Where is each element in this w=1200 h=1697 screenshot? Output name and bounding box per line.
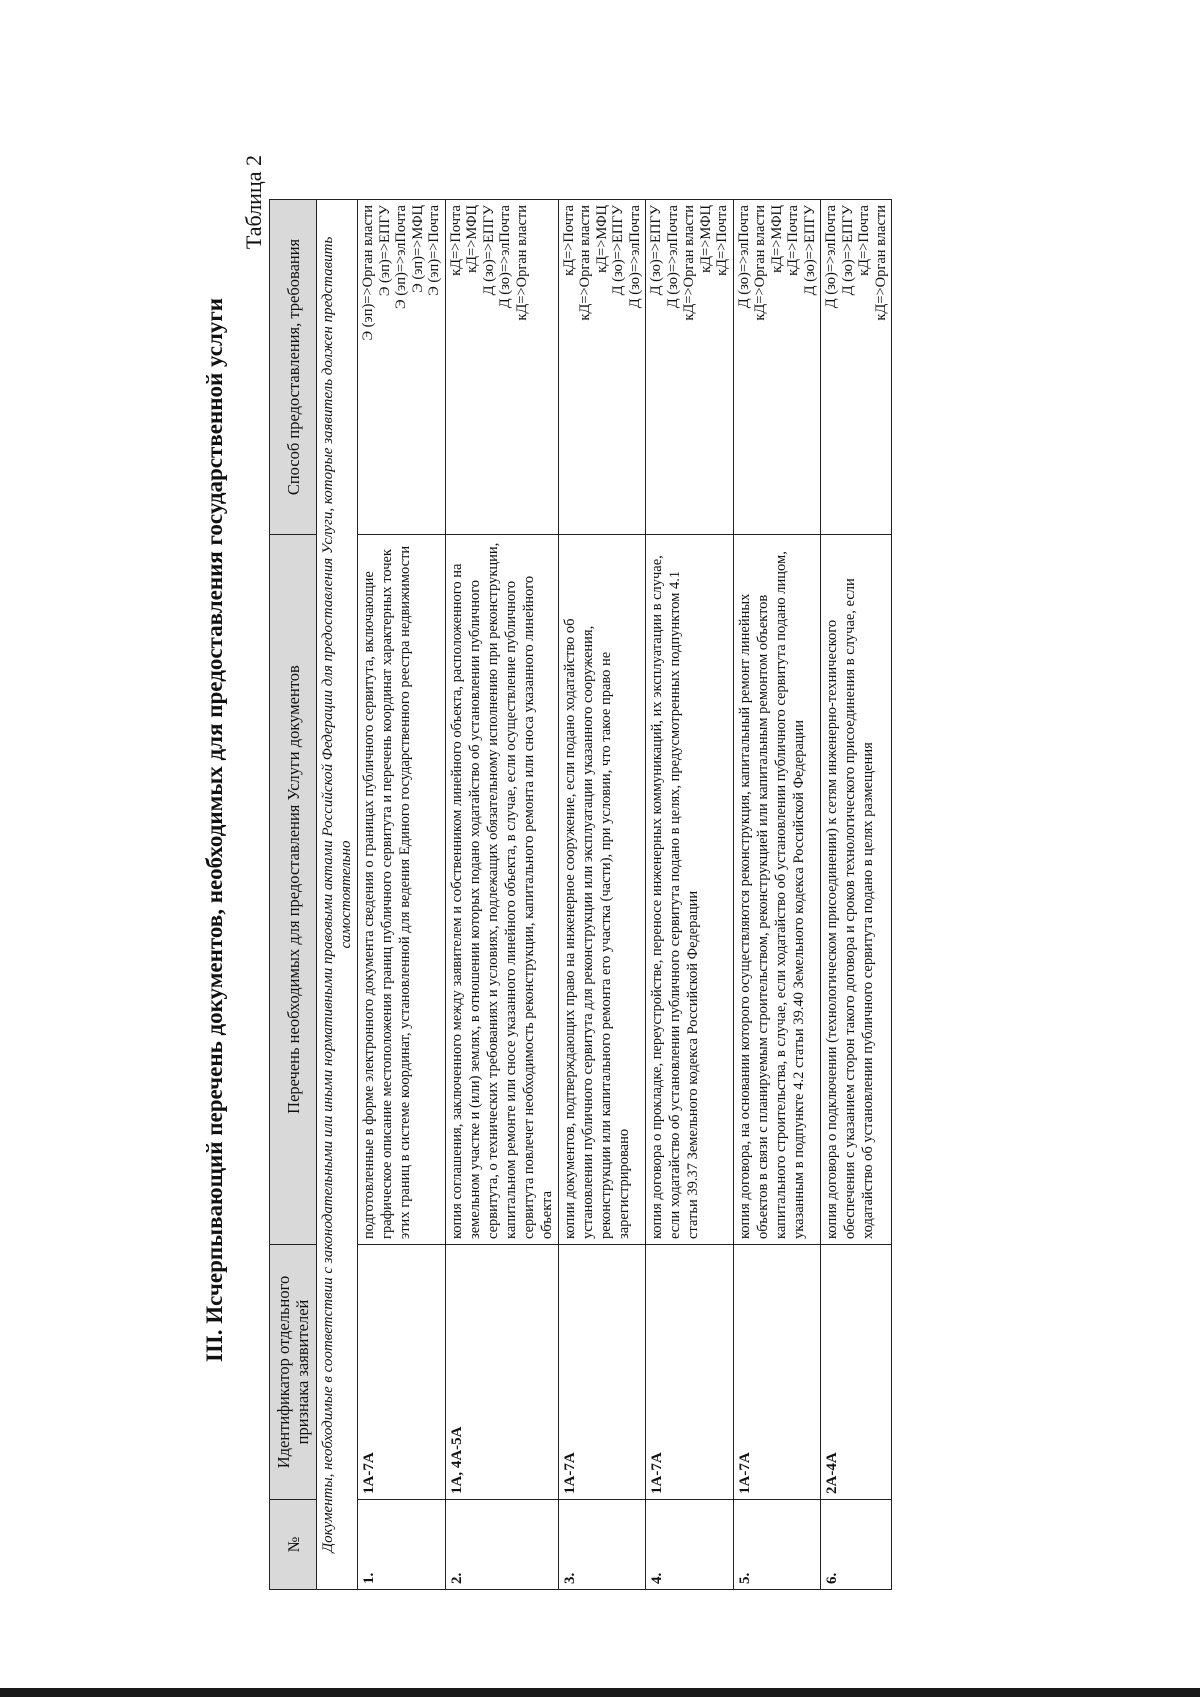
row-number: 1. bbox=[358, 1500, 446, 1590]
method-item: Д (зо)=>элПочта bbox=[664, 205, 681, 309]
row-identifier: 1А-7А bbox=[646, 1245, 734, 1500]
table-caption: Таблица 2 bbox=[241, 155, 266, 250]
method-item: Э (эп)=>МФЦ bbox=[409, 205, 426, 293]
method-item: кД=>Орган власти bbox=[577, 205, 593, 321]
table-row bbox=[646, 200, 734, 1590]
method-item: кД=>Почта bbox=[785, 205, 801, 276]
method-item: кД=>Орган власти bbox=[513, 205, 530, 321]
method-item: кД=>МФЦ bbox=[697, 205, 714, 273]
row-identifier: 1А, 4А-5А bbox=[445, 1245, 558, 1500]
row-number: 2. bbox=[445, 1500, 558, 1590]
method-item: кД=>Орган власти bbox=[872, 205, 889, 321]
method-item: Э (эп)=>ЕПГУ bbox=[376, 205, 393, 297]
table-row bbox=[558, 200, 646, 1590]
row-methods bbox=[646, 200, 734, 535]
row-number: 4. bbox=[646, 1500, 734, 1590]
row-documents: копия договора, на основании которого осуществляются реконструкция, капитальный ремонт линейных объектов в связи с планируемым строительством, реконструкцией или капитальным ремонтом объектов капитального строительства, в случае, если ходатайство об установлении публичного сервитута подано лицом, указанным в подпункте 4.2 статьи 39.40 Земельного кодекса Российской Федерации bbox=[733, 535, 821, 1245]
row-methods bbox=[445, 200, 558, 535]
row-identifier: 1А-7А bbox=[558, 1245, 646, 1500]
method-item: Д (зо)=>элПочта bbox=[626, 205, 643, 309]
row-identifier: 2А-4А bbox=[821, 1245, 892, 1500]
method-item: кД=>Почта bbox=[856, 205, 872, 276]
method-item: кД=>Орган власти bbox=[752, 205, 768, 321]
row-number: 6. bbox=[821, 1500, 892, 1590]
method-item: кД=>Орган власти bbox=[681, 205, 697, 321]
table-row bbox=[821, 200, 892, 1590]
method-item: Д (зо)=>ЕПГУ bbox=[480, 205, 497, 296]
header-identifier: Идентификатор отдельного признака заявителей bbox=[270, 1245, 317, 1500]
header-methods: Способ предоставления, требования bbox=[270, 200, 317, 535]
table-row bbox=[733, 200, 821, 1590]
method-item: Э (эп)=>Орган власти bbox=[360, 205, 376, 341]
row-methods bbox=[821, 200, 892, 535]
method-item: кД=>МФЦ bbox=[464, 205, 480, 273]
table-header-row bbox=[270, 200, 317, 1590]
documents-table bbox=[269, 199, 892, 1590]
table-row bbox=[445, 200, 558, 1590]
row-identifier: 1А-7А bbox=[358, 1245, 446, 1500]
method-item: кД=>Почта bbox=[447, 205, 464, 276]
method-item: Э (эп)=>элПочта bbox=[393, 205, 409, 309]
row-documents: подготовленные в форме электронного документа сведения о границах публичного сервитута, включающие графическое описание местоположения границ публичного сервитута и перечень координат характерных точек этих границ в системе координат, установленной для ведения Единого государственного реестра недвижимости bbox=[358, 535, 446, 1245]
method-item: кД=>Почта bbox=[560, 205, 577, 276]
method-item: Д (зо)=>ЕПГУ bbox=[839, 205, 856, 296]
table-row bbox=[358, 200, 446, 1590]
section-title: Документы, необходимые в соответствии с законодательными или иными нормативными правовыми актами Российской Федерации для предоставления Услуги, которые заявитель должен представить самостоятельно bbox=[317, 200, 358, 1590]
row-documents: копия соглашения, заключенного между заявителем и собственником линейного объекта, расположенного на земельном участке и (или) землях, в отношении которых подано ходатайство об установлении публичного сервитута, о технических требованиях и условиях, подлежащих обязательному исполнению при реконструкции, капитальном ремонте или сносе указанного линейного объекта, в случае, если осуществление публичного сервитута повлечет необходимость реконструкции, капитального ремонта или сноса указанного линейного объекта bbox=[445, 535, 558, 1245]
row-number: 5. bbox=[733, 1500, 821, 1590]
rotated-page bbox=[195, 70, 1200, 1590]
row-documents: копия договора о прокладке, переустройстве, переносе инженерных коммуникаций, их эксплуатации в случае, если ходатайство об установлении публичного сервитута подано в целях, предусмотренных подпунктом 4.1 статьи 39.37 Земельного кодекса Российской Федерации bbox=[646, 535, 734, 1245]
row-number: 3. bbox=[558, 1500, 646, 1590]
method-item: Д (зо)=>элПочта bbox=[823, 205, 839, 309]
row-methods bbox=[558, 200, 646, 535]
method-item: Д (зо)=>элПочта bbox=[735, 205, 752, 309]
method-item: кД=>МФЦ bbox=[593, 205, 610, 273]
method-item: кД=>Почта bbox=[714, 205, 730, 276]
header-number: № bbox=[270, 1500, 317, 1590]
page-title: III. Исчерпывающий перечень документов, необходимых для предоставления государственной услуги bbox=[202, 297, 227, 1363]
method-item: Э (эп)=>Почта bbox=[426, 205, 442, 296]
method-item: Д (зо)=>ЕПГУ bbox=[610, 205, 626, 296]
scan-edge bbox=[0, 1688, 1200, 1697]
method-item: кД=>МФЦ bbox=[768, 205, 785, 273]
row-identifier: 1А-7А bbox=[733, 1245, 821, 1500]
method-item: Д (зо)=>элПочта bbox=[497, 205, 513, 309]
row-methods bbox=[733, 200, 821, 535]
row-documents: копии документов, подтверждающих право на инженерное сооружение, если подано ходатайство об установлении публичного сервитута для реконструкции или эксплуатации указанного сооружения, реконструкции или капитального ремонта его участка (части), при условии, что такое право не зарегистрировано bbox=[558, 535, 646, 1245]
row-methods bbox=[358, 200, 446, 535]
method-item: Д (зо)=>ЕПГУ bbox=[801, 205, 818, 296]
row-documents: копия договора о подключении (технологическом присоединении) к сетям инженерно-технического обеспечения с указанием сторон такого договора и сроков технологического присоединения в случае, если ходатайство об установлении публичного сервитута подано в целях размещения bbox=[821, 535, 892, 1245]
method-item: Д (зо)=>ЕПГУ bbox=[648, 205, 664, 296]
header-documents: Перечень необходимых для предоставления Услуги документов bbox=[270, 535, 317, 1245]
section-row bbox=[317, 200, 358, 1590]
